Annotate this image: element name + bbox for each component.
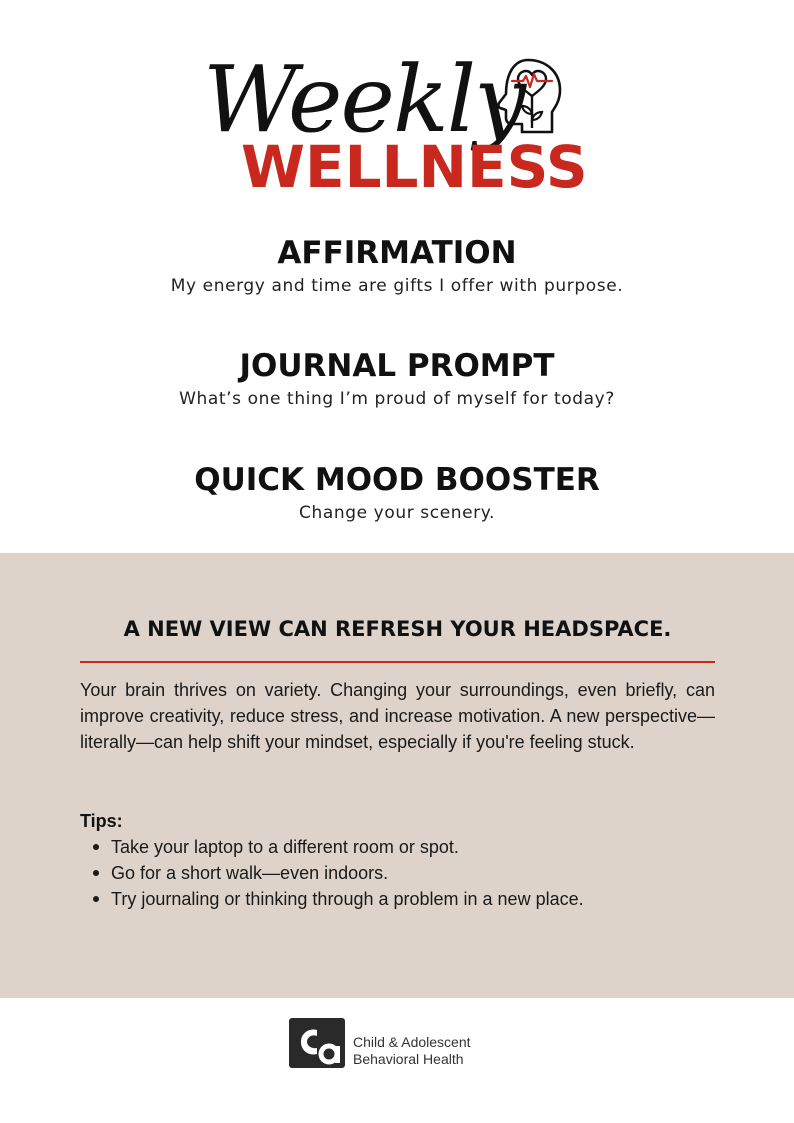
mood-section	[0, 461, 794, 524]
panel-body: Your brain thrives on variety. Changing your surroundings, even briefly, can improve creativity, reduce stress, and increase motivation. A new perspective—literally—can help shift your mindset, especially if you're feeling stuck.	[80, 680, 715, 752]
journal-section	[0, 347, 794, 410]
script-title: Weekly	[203, 46, 525, 153]
journal-heading: JOURNAL PROMPT	[239, 348, 555, 384]
org-name	[353, 1034, 471, 1068]
bullet-icon	[93, 844, 99, 850]
journal-text: What’s one thing I’m proud of myself for today?	[179, 389, 615, 409]
tip-text: Try journaling or thinking through a problem in a new place.	[111, 889, 584, 909]
tip-item	[80, 834, 720, 860]
mood-heading: QUICK MOOD BOOSTER	[194, 462, 600, 498]
bullet-icon	[93, 896, 99, 902]
main-title: WELLNESS	[241, 133, 588, 201]
org-name-line1: Child & Adolescent	[353, 1034, 471, 1050]
mood-text: Change your scenery.	[298, 503, 496, 523]
tips-list	[80, 834, 720, 912]
affirmation-section	[0, 234, 794, 297]
panel-title: A NEW VIEW CAN REFRESH YOUR HEADSPACE.	[123, 617, 672, 641]
affirmation-text: My energy and time are gifts I offer with purpose.	[170, 276, 624, 296]
org-name-line2: Behavioral Health	[353, 1051, 464, 1067]
tip-text: Take your laptop to a different room or spot.	[111, 837, 459, 857]
footer-logo	[289, 1018, 509, 1070]
head-heart-plant-icon	[488, 56, 566, 136]
tip-item	[80, 886, 720, 912]
tip-text: Go for a short walk—even indoors.	[111, 863, 389, 883]
cabh-logo-icon	[289, 1018, 345, 1068]
info-panel	[0, 553, 794, 998]
panel-divider	[80, 661, 715, 663]
header	[0, 0, 794, 200]
bullet-icon	[93, 870, 99, 876]
tip-item	[80, 860, 720, 886]
affirmation-heading: AFFIRMATION	[277, 235, 517, 271]
tips-label: Tips:	[80, 811, 123, 831]
